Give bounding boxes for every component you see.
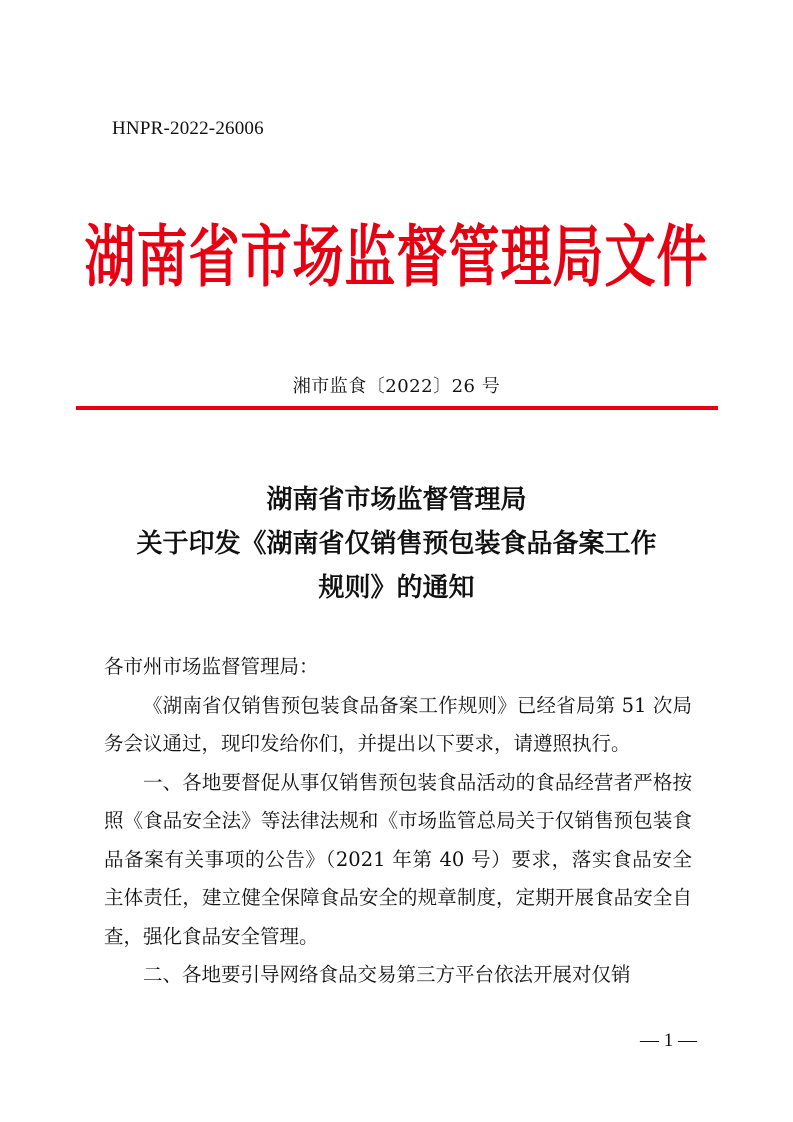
issuer-heading: 湖南省市场监督管理局文件 bbox=[84, 219, 709, 298]
document-code: HNPR-2022-26006 bbox=[112, 118, 264, 139]
red-divider-line bbox=[76, 406, 718, 410]
title-line-2: 关于印发《湖南省仅销售预包装食品备案工作 bbox=[136, 529, 657, 559]
file-number: 湘市监食〔2022〕26 号 bbox=[292, 376, 501, 397]
salutation: 各市州市场监督管理局： bbox=[104, 655, 319, 678]
page-number: — 1 — bbox=[640, 1030, 697, 1051]
title-line-1: 湖南省市场监督管理局 bbox=[266, 485, 527, 515]
paragraph-3: 二、各地要引导网络食品交易第三方平台依法开展对仅销 bbox=[143, 963, 631, 986]
body-text bbox=[104, 648, 692, 995]
paragraph-1: 《湖南省仅销售预包装食品备案工作规则》已经省局第 51 次局务会议通过，现印发给你们，并提出以下要求，请遵照执行。 bbox=[104, 693, 692, 755]
paragraph-2: 一、各地要督促从事仅销售预包装食品活动的食品经营者严格按照《食品安全法》等法律法规和《市场监管总局关于仅销售预包装食品备案有关事项的公告》（2021 年第 40 号）要求，落实食品安全主体责任，建立健全保障食品安全的规章制度，定期开展食品安全自查，强化食品安全管理。 bbox=[104, 770, 692, 948]
title-line-3: 规则》的通知 bbox=[318, 573, 475, 603]
notice-title bbox=[40, 478, 753, 610]
